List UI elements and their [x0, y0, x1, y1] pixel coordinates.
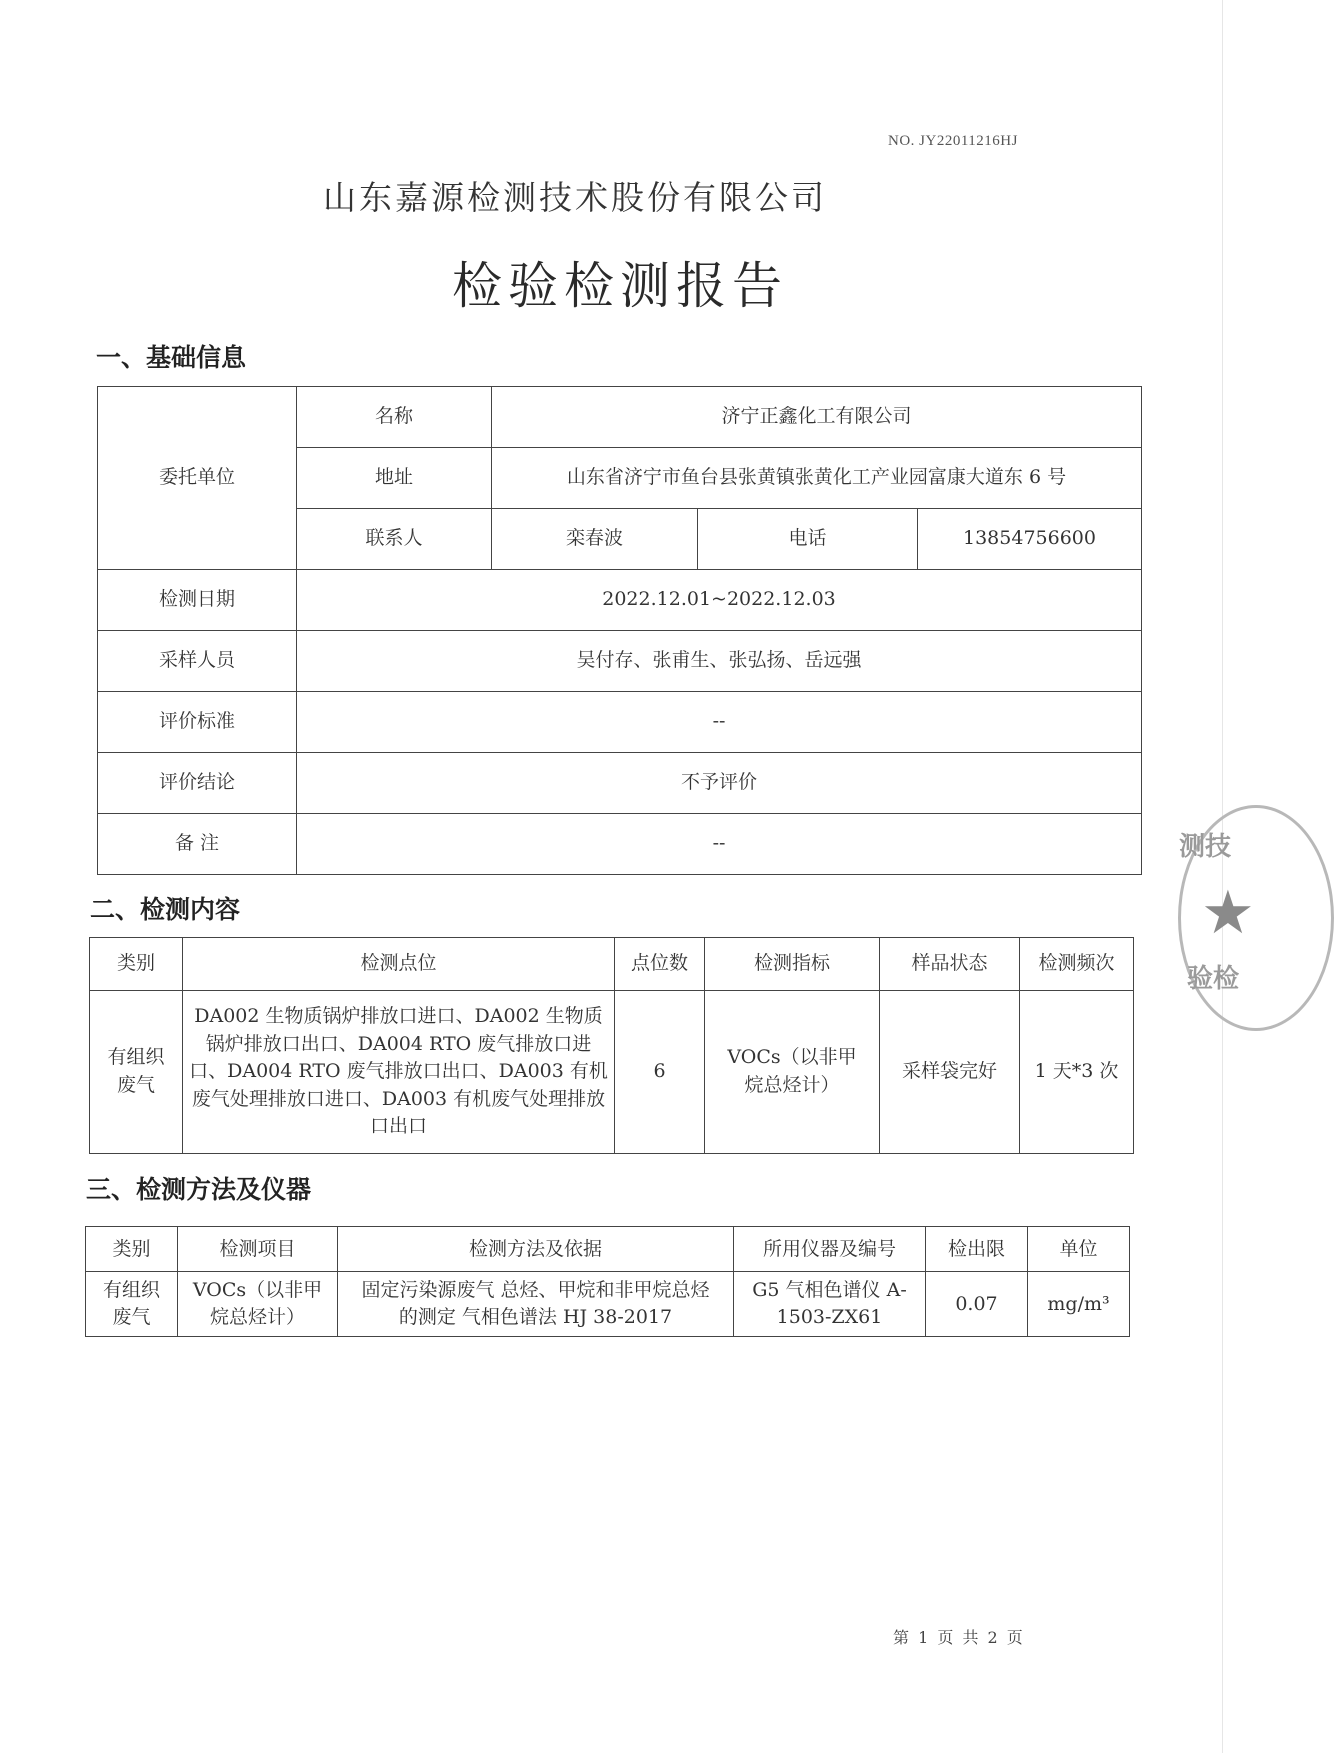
header-category: 类别 [90, 938, 183, 991]
standard-value: -- [297, 692, 1142, 753]
header-indicator: 检测指标 [705, 938, 880, 991]
header-sample-state: 样品状态 [880, 938, 1020, 991]
remark-label: 备 注 [98, 814, 297, 875]
table-row [98, 692, 1142, 753]
remark-value: -- [297, 814, 1142, 875]
contact-value: 栾春波 [492, 509, 698, 570]
table-row [98, 753, 1142, 814]
section-methods-title: 三、检测方法及仪器 [86, 1175, 312, 1204]
sampler-label: 采样人员 [98, 631, 297, 692]
conclusion-label: 评价结论 [98, 753, 297, 814]
points-cell: DA002 生物质锅炉排放口进口、DA002 生物质锅炉排放口出口、DA004 RTO 废气排放口进口、DA004 RTO 废气排放口出口、DA003 有机废气处理排放口进口、DA003 有机废气处理排放口出口 [183, 991, 615, 1154]
company-seal-partial [1178, 805, 1334, 1031]
contact-label: 联系人 [297, 509, 492, 570]
seal-text-bottom: 验检 [1187, 964, 1240, 994]
date-value: 2022.12.01~2022.12.03 [297, 570, 1142, 631]
basic-info-table [97, 386, 1142, 875]
table-row [98, 814, 1142, 875]
table-row [98, 387, 1142, 448]
header-category: 类别 [86, 1227, 178, 1272]
client-label: 委托单位 [98, 387, 297, 570]
methods-table [85, 1226, 1130, 1337]
name-value: 济宁正鑫化工有限公司 [492, 387, 1142, 448]
header-limit: 检出限 [926, 1227, 1028, 1272]
address-label: 地址 [297, 448, 492, 509]
unit-cell: mg/m³ [1028, 1272, 1130, 1337]
method-cell: 固定污染源废气 总烃、甲烷和非甲烷总烃的测定 气相色谱法 HJ 38-2017 [338, 1272, 734, 1337]
sampler-value: 吴付存、张甫生、张弘扬、岳远强 [297, 631, 1142, 692]
header-unit: 单位 [1028, 1227, 1130, 1272]
table-header-row [90, 938, 1134, 991]
table-row [98, 631, 1142, 692]
table-header-row [86, 1227, 1130, 1272]
page-number: 第 1 页 共 2 页 [893, 1628, 1025, 1647]
header-points: 检测点位 [183, 938, 615, 991]
conclusion-value: 不予评价 [297, 753, 1142, 814]
table-row [86, 1272, 1130, 1337]
header-instrument: 所用仪器及编号 [734, 1227, 926, 1272]
section-content-title: 二、检测内容 [90, 895, 241, 924]
seal-text-top: 测技 [1179, 832, 1232, 862]
table-row [90, 991, 1134, 1154]
header-method: 检测方法及依据 [338, 1227, 734, 1272]
content-table [89, 937, 1134, 1154]
phone-label: 电话 [698, 509, 918, 570]
instrument-cell: G5 气相色谱仪 A-1503-ZX61 [734, 1272, 926, 1337]
header-frequency: 检测频次 [1020, 938, 1134, 991]
star-icon: ★ [1201, 878, 1255, 948]
count-cell: 6 [615, 991, 705, 1154]
sample-state-cell: 采样袋完好 [880, 991, 1020, 1154]
company-name: 山东嘉源检测技术股份有限公司 [323, 178, 827, 217]
header-count: 点位数 [615, 938, 705, 991]
section-basic-info-title: 一、基础信息 [96, 343, 247, 372]
frequency-cell: 1 天*3 次 [1020, 991, 1134, 1154]
address-value: 山东省济宁市鱼台县张黄镇张黄化工产业园富康大道东 6 号 [492, 448, 1142, 509]
report-number: NO. JY22011216HJ [888, 133, 1018, 149]
date-label: 检测日期 [98, 570, 297, 631]
phone-value: 13854756600 [918, 509, 1142, 570]
standard-label: 评价标准 [98, 692, 297, 753]
header-item: 检测项目 [178, 1227, 338, 1272]
report-title: 检验检测报告 [452, 257, 788, 315]
category-cell: 有组织废气 [90, 991, 183, 1154]
limit-cell: 0.07 [926, 1272, 1028, 1337]
table-row [98, 570, 1142, 631]
name-label: 名称 [297, 387, 492, 448]
category-cell: 有组织废气 [86, 1272, 178, 1337]
item-cell: VOCs（以非甲烷总烃计） [178, 1272, 338, 1337]
indicator-cell: VOCs（以非甲烷总烃计） [705, 991, 880, 1154]
